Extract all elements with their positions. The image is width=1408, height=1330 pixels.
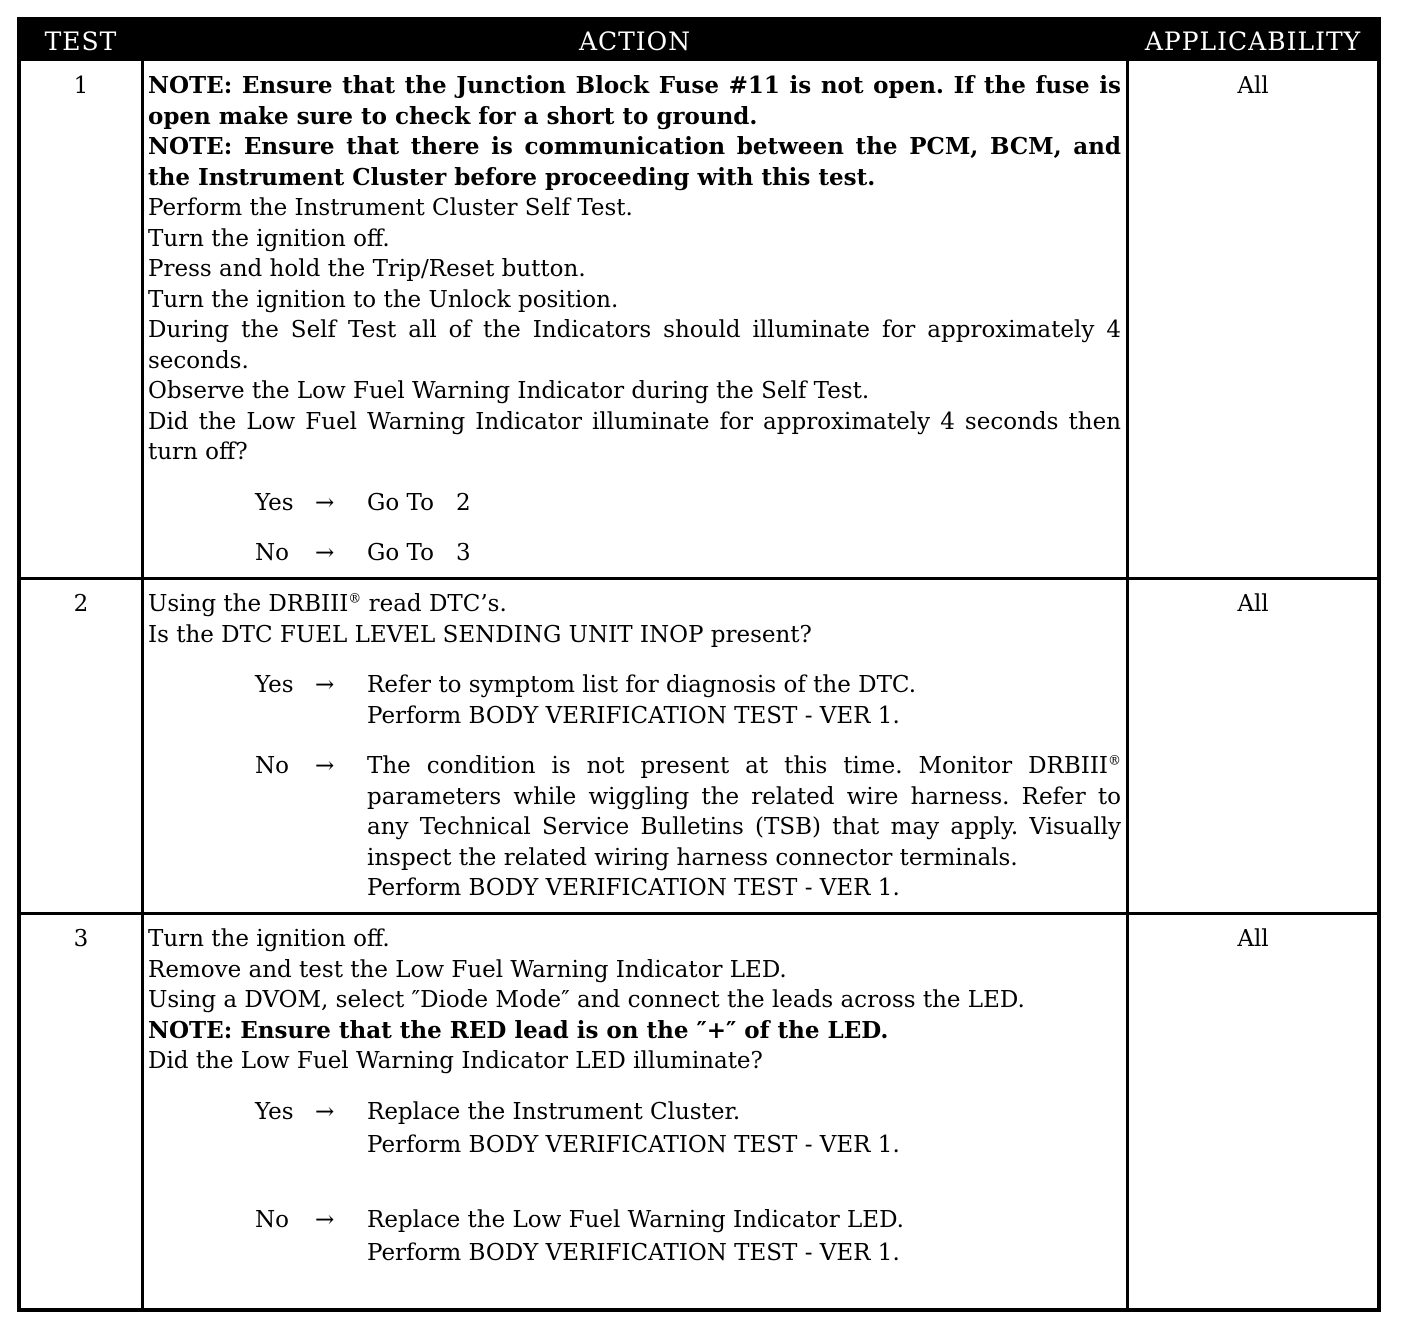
yes-choice	[148, 488, 1121, 519]
question-line: Did the Low Fuel Warning Indicator illuminate for approximately 4 seconds then turn off?	[148, 408, 1121, 465]
registered-mark: ®	[348, 591, 362, 607]
instruction-line: Turn the ignition off.	[148, 225, 390, 252]
header-row	[21, 21, 1377, 61]
yes-label: Yes	[255, 489, 294, 516]
action-cell-2	[148, 589, 1121, 904]
arrow-icon: →	[315, 489, 335, 516]
instruction-line: Using a DVOM, select ″Diode Mode″ and connect the leads across the LED.	[148, 987, 1025, 1013]
applicability-2: All	[1237, 591, 1269, 617]
result-text	[367, 751, 1121, 873]
no-label: No	[255, 1206, 289, 1233]
header-applicability: APPLICABILITY	[1144, 27, 1362, 56]
yes-label: Yes	[255, 672, 294, 698]
goto-text: Go To	[367, 489, 434, 516]
instruction-text: read DTC’s.	[361, 591, 507, 617]
verification-text: Perform BODY VERIFICATION TEST - VER 1.	[367, 875, 900, 901]
instruction-line: Press and hold the Trip/Reset button.	[148, 256, 586, 282]
row-divider	[21, 577, 1377, 580]
instruction-line: Turn the ignition off.	[148, 926, 390, 952]
instruction-text: Using the DRBIII	[148, 591, 349, 617]
instruction-line: Perform the Instrument Cluster Self Test.	[148, 195, 633, 221]
applicability-3: All	[1237, 926, 1269, 952]
arrow-icon: →	[315, 672, 335, 698]
no-label: No	[255, 540, 289, 566]
test-number-3: 3	[73, 926, 89, 952]
no-label: No	[255, 753, 289, 779]
header-action: ACTION	[578, 27, 692, 56]
arrow-icon: →	[315, 1206, 335, 1233]
arrow-icon: →	[315, 540, 335, 566]
yes-choice	[148, 1097, 1121, 1161]
test-number-1: 1	[73, 73, 89, 99]
result-text: Replace the Low Fuel Warning Indicator LED.	[367, 1206, 904, 1233]
arrow-icon: →	[315, 1098, 335, 1125]
instruction-line: During the Self Test all of the Indicators should illuminate for approximately 4 seconds.	[148, 317, 1121, 374]
header-test: TEST	[44, 27, 118, 56]
no-choice	[148, 1205, 1121, 1269]
yes-choice	[148, 670, 1121, 731]
arrow-icon: →	[315, 753, 335, 779]
action-cell-3	[148, 924, 1121, 1269]
column-divider	[1126, 61, 1129, 1312]
instruction-line	[148, 589, 1121, 620]
row-divider	[21, 912, 1377, 915]
verification-text: Perform BODY VERIFICATION TEST - VER 1.	[367, 702, 900, 729]
instruction-line: Turn the ignition to the Unlock position.	[148, 286, 619, 313]
yes-label: Yes	[255, 1098, 294, 1125]
verification-text: Perform BODY VERIFICATION TEST - VER 1.	[367, 1132, 900, 1158]
goto-target: 2	[455, 489, 471, 516]
instruction-line: Observe the Low Fuel Warning Indicator during the Self Test.	[148, 378, 870, 404]
result-text: Replace the Instrument Cluster.	[367, 1098, 741, 1125]
action-cell-1	[148, 71, 1121, 569]
note-line: NOTE: Ensure that the RED lead is on the ″+″ of the LED.	[148, 1016, 889, 1044]
question-line: Is the DTC FUEL LEVEL SENDING UNIT INOP present?	[148, 621, 812, 648]
note-line: NOTE: Ensure that the Junction Block Fuse #11 is not open. If the fuse is open make sure to check for a short to ground.	[148, 72, 1121, 130]
result-text-part: parameters while wiggling the related wire harness. Refer to any Technical Service Bulletins (TSB) that may apply. Visually inspect the related wiring harness connector terminals.	[367, 783, 1121, 871]
note-line: NOTE: Ensure that there is communication between the PCM, BCM, and the Instrument Cluster before proceeding with this test.	[148, 133, 1121, 191]
question-line: Did the Low Fuel Warning Indicator LED illuminate?	[148, 1048, 763, 1074]
no-choice	[148, 751, 1121, 904]
result-text-part: The condition is not present at this time. Monitor DRBIII	[367, 753, 1108, 779]
result-text: Refer to symptom list for diagnosis of the DTC.	[367, 672, 917, 698]
goto-text: Go To	[367, 540, 434, 566]
test-number-2: 2	[73, 591, 89, 617]
goto-target: 3	[455, 540, 471, 566]
column-divider	[141, 61, 144, 1312]
instruction-line: Remove and test the Low Fuel Warning Indicator LED.	[148, 956, 787, 983]
applicability-1: All	[1237, 73, 1269, 99]
registered-mark: ®	[1108, 753, 1121, 769]
diagnostic-table	[17, 17, 1381, 1312]
no-choice	[148, 538, 1121, 569]
verification-text: Perform BODY VERIFICATION TEST - VER 1.	[367, 1240, 900, 1266]
